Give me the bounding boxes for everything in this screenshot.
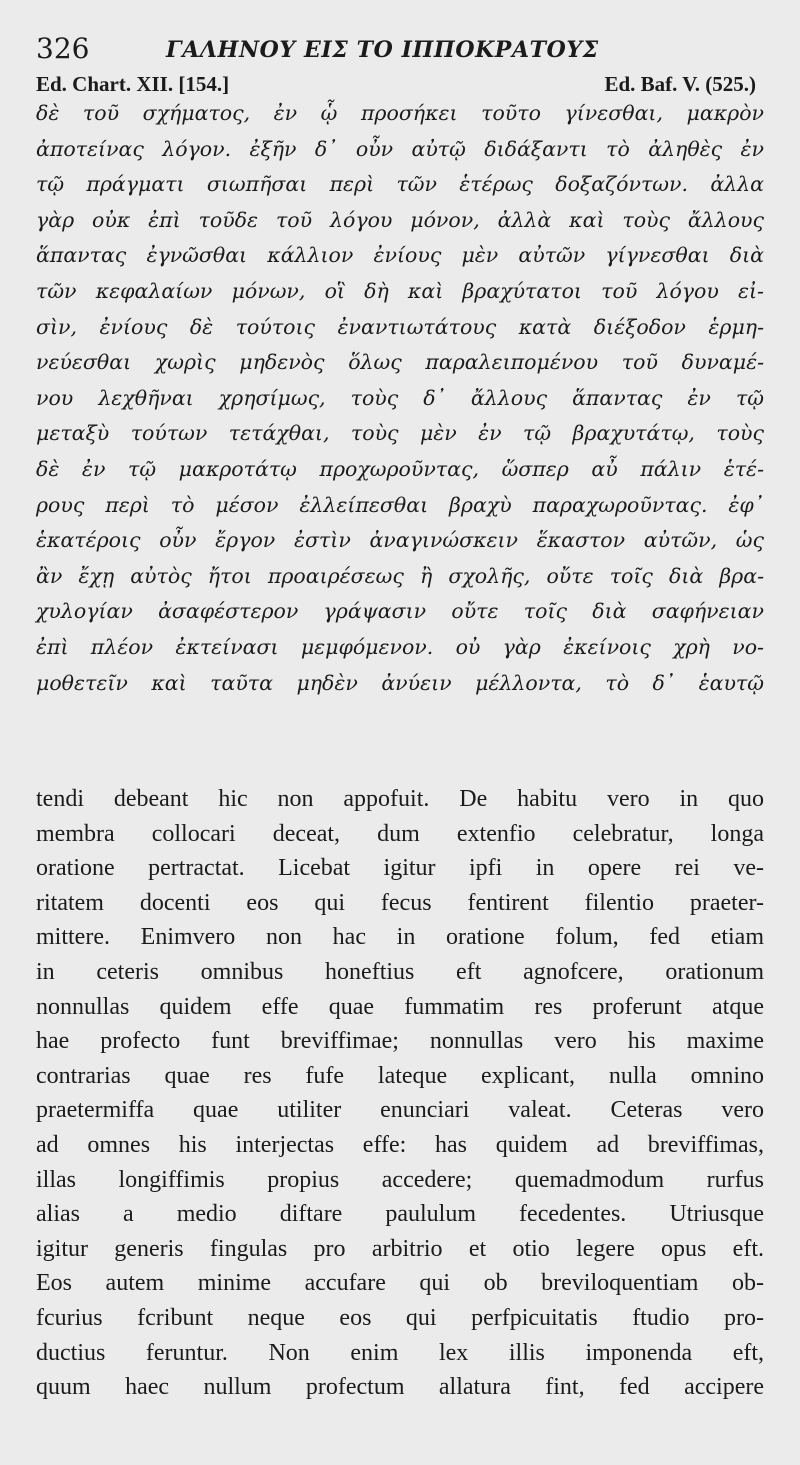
latin-line: nonnullas quidem effe quae fummatim res proferunt atque (36, 993, 764, 1020)
greek-line: ἐπὶ πλέον ἐκτείνασι μεμφόμενον. οὐ γὰρ ἐκείνοις χρὴ νο- (36, 634, 764, 659)
greek-line: ἂν ἔχῃ αὐτὸς ἤτοι προαιρέσεως ἢ σχολῆς, οὔτε τοῖς διὰ βρα- (36, 563, 764, 588)
greek-line: τῷ πράγματι σιωπῆσαι περὶ τῶν ἑτέρως δοξαζόντων. ἀλλα (36, 172, 764, 197)
greek-line: γὰρ οὐκ ἐπὶ τοῦδε τοῦ λόγου μόνον, ἀλλὰ καὶ τοὺς ἄλλους (36, 207, 764, 232)
latin-line: fcurius fcribunt neque eos qui perfpicuitatis ftudio pro- (36, 1304, 764, 1331)
latin-line: praetermiffa quae utiliter enunciari valeat. Ceteras vero (36, 1097, 764, 1124)
running-head: ΓΑΛΗΝΟΥ ΕΙΣ ΤΟ ΙΠΠΟΚΡΑΤΟΥΣ (166, 37, 599, 63)
greek-line: τῶν κεφαλαίων μόνων, οἳ δὴ καὶ βραχύτατοι τοῦ λόγου εἰ- (36, 278, 764, 303)
greek-line: μοθετεῖν καὶ ταῦτα μηδὲν ἀνύειν μέλλοντα, τὸ δ᾽ ἑαυτῷ (36, 670, 764, 695)
latin-line: hae profecto funt breviffimae; nonnullas vero his maxime (36, 1028, 764, 1055)
edition-reference-chart: Ed. Chart. XII. [154.] (36, 72, 230, 96)
greek-text-block (36, 96, 764, 701)
greek-line: ρους περὶ τὸ μέσον ἐλλείπεσθαι βραχὺ παραχωροῦντας. ἐφ᾽ (36, 492, 764, 517)
page-header (36, 32, 764, 66)
latin-line: tendi debeant hic non appofuit. De habitu vero in quo (36, 786, 764, 812)
greek-line: ἑκατέροις οὖν ἔργον ἐστὶν ἀναγινώσκειν ἕκαστον αὐτῶν, ὡς (36, 528, 764, 553)
latin-line: ritatem docenti eos qui fecus fentirent filentio praeter- (36, 889, 764, 916)
latin-line: in ceteris omnibus honeftius eft agnofcere, orationum (36, 958, 764, 985)
greek-line: ἀποτείνας λόγον. ἐξῆν δ᾽ οὖν αὐτῷ διδάξαντι τὸ ἀληθὲς ἐν (36, 136, 764, 161)
latin-line: alias a medio diftare paululum fecedentes. Utriusque (36, 1201, 764, 1228)
edition-references (36, 70, 764, 98)
latin-line: oratione pertractat. Licebat igitur ipfi in opere rei ve- (36, 855, 764, 882)
latin-line: ad omnes his interjectas effe: has quidem ad breviffimas, (36, 1131, 764, 1158)
latin-line: Eos autem minime accufare qui ob breviloquentiam ob- (36, 1270, 764, 1297)
greek-line: ἅπαντας ἐγνῶσθαι κάλλιον ἐνίους μὲν αὐτῶν γίγνεσθαι διὰ (36, 243, 764, 268)
latin-line: illas longiffimis propius accedere; quemadmodum rurfus (36, 1166, 764, 1193)
page-number: 326 (36, 32, 90, 65)
greek-line: νεύεσθαι χωρὶς μηδενὸς ὅλως παραλειπομένου τοῦ δυναμέ- (36, 350, 764, 375)
latin-text-block (36, 782, 764, 1405)
latin-line: mittere. Enimvero non hac in oratione folum, fed etiam (36, 924, 764, 951)
latin-line: igitur generis fingulas pro arbitrio et otio legere opus eft. (36, 1235, 764, 1262)
latin-line: quum haec nullum profectum allatura fint, fed accipere (36, 1374, 764, 1401)
edition-reference-basel: Ed. Baf. V. (525.) (604, 72, 756, 96)
greek-line: δὲ τοῦ σχήματος, ἐν ᾧ προσήκει τοῦτο γίνεσθαι, μακρὸν (36, 101, 764, 125)
greek-line: νου λεχθῆναι χρησίμως, τοὺς δ᾽ ἄλλους ἅπαντας ἐν τῷ (36, 385, 764, 410)
greek-line: χυλογίαν ἀσαφέστερον γράψασιν οὔτε τοῖς διὰ σαφήνειαν (36, 599, 764, 624)
greek-line: δὲ ἐν τῷ μακροτάτῳ προχωροῦντας, ὥσπερ αὖ πάλιν ἑτέ- (36, 456, 764, 481)
latin-line: ductius feruntur. Non enim lex illis imponenda eft, (36, 1339, 764, 1366)
latin-line: membra collocari deceat, dum extenfio celebratur, longa (36, 820, 764, 847)
latin-line: contrarias quae res fufe lateque explicant, nulla omnino (36, 1062, 764, 1089)
greek-line: σὶν, ἐνίους δὲ τούτοις ἐναντιωτάτους κατὰ διέξοδον ἑρμη- (36, 314, 764, 339)
greek-line: μεταξὺ τούτων τετάχθαι, τοὺς μὲν ἐν τῷ βραχυτάτῳ, τοὺς (36, 421, 764, 446)
